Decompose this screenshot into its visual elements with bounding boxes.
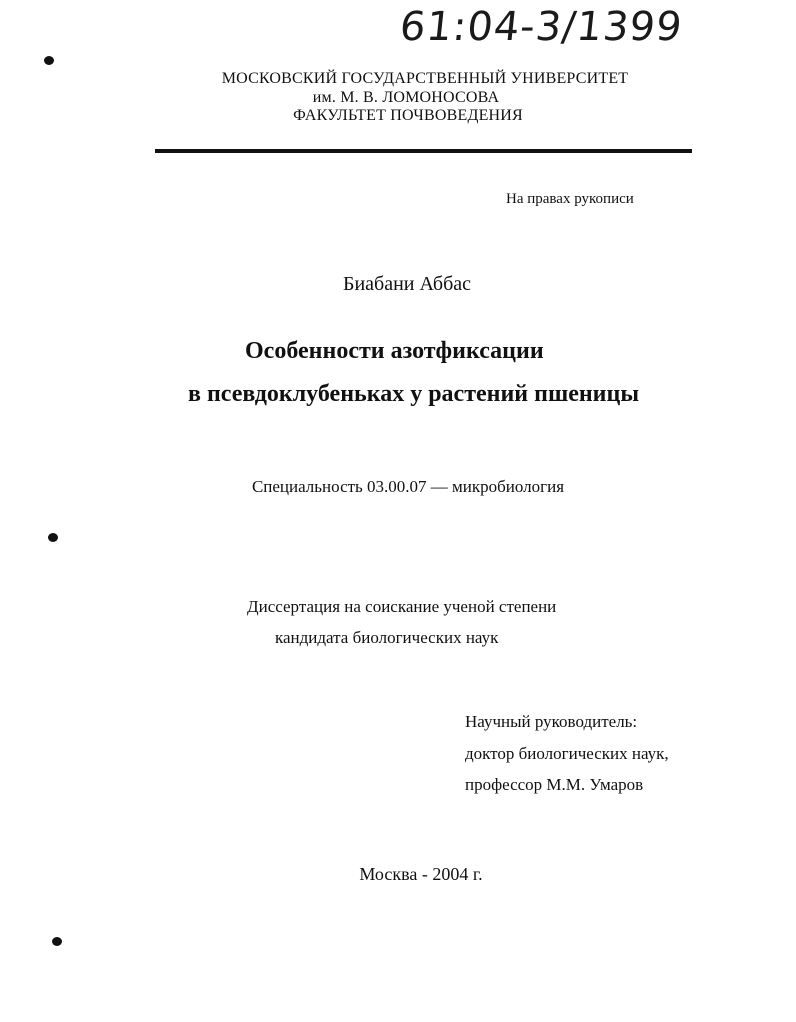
university-name-line2: им. М. В. ЛОМОНОСОВА — [312, 89, 500, 106]
dissertation-title-line2: в псевдоклубеньках у растений пшеницы — [188, 381, 640, 407]
supervisor-label: Научный руководитель: — [465, 712, 638, 731]
degree-statement-line1: Диссертация на соискание ученой степени — [247, 597, 557, 616]
dissertation-title-line1: Особенности азотфиксации — [245, 338, 544, 364]
header-divider — [155, 149, 692, 153]
manuscript-rights-note: На правах рукописи — [506, 191, 634, 207]
university-name: МОСКОВСКИЙ ГОСУДАРСТВЕННЫЙ УНИВЕРСИТЕТ — [221, 70, 629, 87]
degree-statement-line2: кандидата биологических наук — [275, 628, 499, 647]
specialty: Специальность 03.00.07 — микробиология — [251, 477, 565, 496]
supervisor-degree: доктор биологических наук, — [465, 744, 669, 763]
author-name: Биабани Аббас — [342, 273, 472, 295]
binding-hole-mark-top — [44, 56, 54, 65]
faculty-name: ФАКУЛЬТЕТ ПОЧВОВЕДЕНИЯ — [293, 107, 523, 124]
binding-hole-mark-bottom — [52, 937, 62, 946]
handwritten-catalog-number: 61:04-3/1399 — [397, 4, 685, 50]
binding-hole-mark-middle — [48, 533, 58, 542]
city-year: Москва - 2004 г. — [359, 864, 483, 884]
supervisor-name: профессор М.М. Умаров — [465, 775, 644, 794]
